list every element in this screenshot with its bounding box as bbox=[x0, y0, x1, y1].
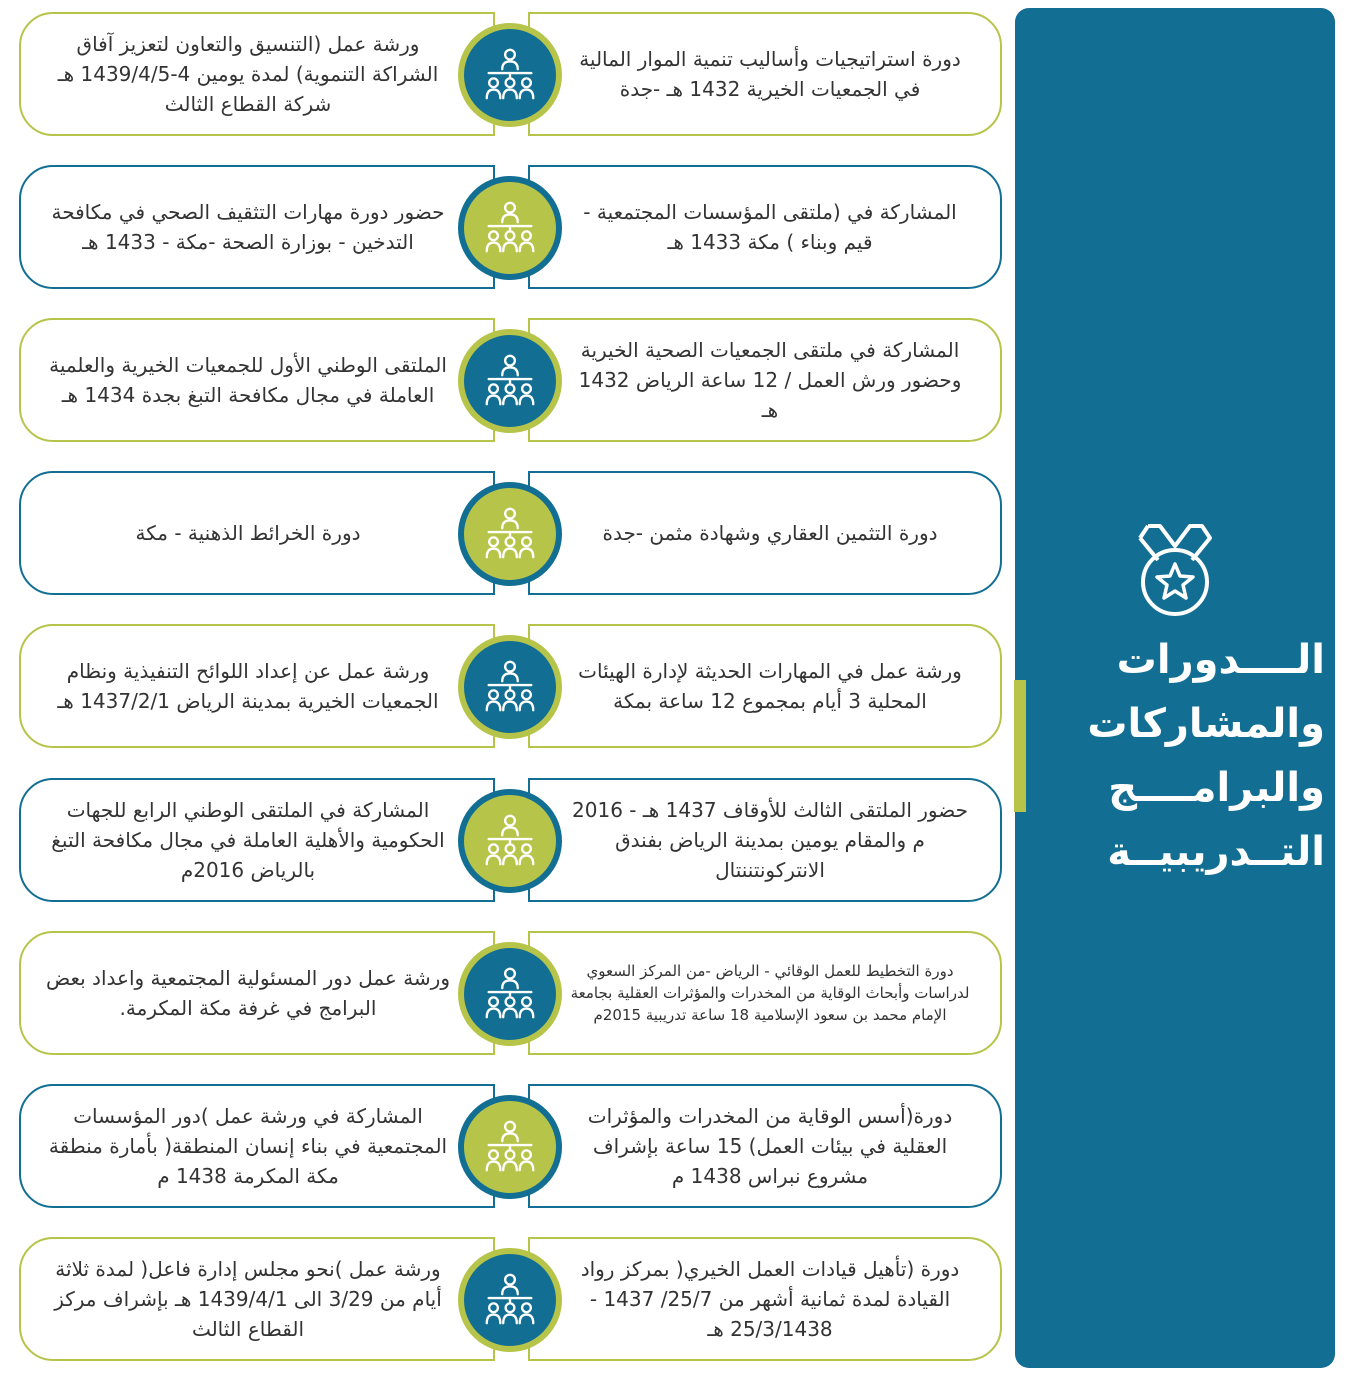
medal-star-icon bbox=[1130, 520, 1220, 620]
people-meeting-icon bbox=[458, 635, 562, 739]
course-item-right: ورشة عمل في المهارات الحديثة لإدارة الهيئات المحلية 3 أيام بمجموع 12 ساعة بمكة bbox=[528, 624, 1002, 748]
course-item-left: المشاركة في الملتقى الوطني الرابع للجهات الحكومية والأهلية العاملة في مجال مكافحة التبغ بالرياض 2016م bbox=[19, 778, 495, 902]
course-row bbox=[0, 1084, 1010, 1212]
people-meeting-icon bbox=[458, 329, 562, 433]
course-row bbox=[0, 931, 1010, 1059]
people-meeting-icon bbox=[458, 1095, 562, 1199]
people-meeting-icon bbox=[458, 482, 562, 586]
course-item-left: ورشة عمل عن إعداد اللوائح التنفيذية ونظام الجمعيات الخيرية بمدينة الرياض 1437/2/1 هـ bbox=[19, 624, 495, 748]
panel-title-line: والمشاركات bbox=[1087, 701, 1325, 747]
panel-title bbox=[1030, 628, 1325, 884]
people-meeting-icon bbox=[458, 176, 562, 280]
people-meeting-icon bbox=[458, 789, 562, 893]
course-row bbox=[0, 165, 1010, 293]
course-row bbox=[0, 12, 1010, 140]
course-item-right: دورة استراتيجيات وأساليب تنمية الموار المالية في الجمعيات الخيرية 1432 هـ -جدة bbox=[528, 12, 1002, 136]
people-meeting-icon bbox=[458, 23, 562, 127]
course-item-left: ورشة عمل )نحو مجلس إدارة فاعل( لمدة ثلاثة أيام من 3/29 الى 1439/4/1 هـ بإشراف مركز القطاع الثالث bbox=[19, 1237, 495, 1361]
course-item-right: حضور الملتقى الثالث للأوقاف 1437 هـ - 2016 م والمقام يومين بمدينة الرياض بفندق الانتركونتننتال bbox=[528, 778, 1002, 902]
course-item-left: ورشة عمل (التنسيق والتعاون لتعزيز آفاق الشراكة التنموية) لمدة يومين 4-1439/4/5 هـ شركة القطاع الثالث bbox=[19, 12, 495, 136]
people-meeting-icon bbox=[458, 1248, 562, 1352]
course-item-right: المشاركة في (ملتقى المؤسسات المجتمعية - قيم وبناء ) مكة 1433 هـ bbox=[528, 165, 1002, 289]
course-item-left: حضور دورة مهارات التثقيف الصحي في مكافحة التدخين - بوزارة الصحة -مكة - 1433 هـ bbox=[19, 165, 495, 289]
course-row bbox=[0, 471, 1010, 599]
course-item-left: المشاركة في ورشة عمل )دور المؤسسات المجتمعية في بناء إنسان المنطقة( بأمارة منطقة مكة المكرمة 1438 م bbox=[19, 1084, 495, 1208]
course-row bbox=[0, 1237, 1010, 1365]
course-item-right: دورة التثمين العقاري وشهادة مثمن -جدة bbox=[528, 471, 1002, 595]
panel-title-line: الــــدورات bbox=[1116, 637, 1325, 683]
course-item-right: دورة(أسس الوقاية من المخدرات والمؤثرات العقلية في بيئات العمل) 15 ساعة بإشراف مشروع نبراس 1438 م bbox=[528, 1084, 1002, 1208]
course-item-left: ورشة عمل دور المسئولية المجتمعية واعداد بعض البرامج في غرفة مكة المكرمة. bbox=[19, 931, 495, 1055]
course-item-left: دورة الخرائط الذهنية - مكة bbox=[19, 471, 495, 595]
course-row bbox=[0, 778, 1010, 906]
course-item-right: المشاركة في ملتقى الجمعيات الصحية الخيرية وحضور ورش العمل / 12 ساعة الرياض 1432 هـ bbox=[528, 318, 1002, 442]
course-item-right: دورة التخطيط للعمل الوقائي - الرياض -من المركز السعوي لدراسات وأبحاث الوقاية من المخدرات والمؤثرات العقلية بجامعة الإمام محمد بن سعود الإسلامية 18 ساعة تدريبية 2015م bbox=[528, 931, 1002, 1055]
accent-bar bbox=[1014, 680, 1026, 812]
course-row bbox=[0, 318, 1010, 446]
panel-title-line: التــدريبيــة bbox=[1107, 829, 1325, 875]
course-item-left: الملتقى الوطني الأول للجمعيات الخيرية والعلمية العاملة في مجال مكافحة التبغ بجدة 1434 هـ bbox=[19, 318, 495, 442]
course-item-right: دورة (تأهيل قيادات العمل الخيري( بمركز رواد القيادة لمدة ثمانية أشهر من 25/7/ 1437 - 25/3/1438 هـ bbox=[528, 1237, 1002, 1361]
panel-title-line: والبرامــــج bbox=[1108, 765, 1325, 811]
people-meeting-icon bbox=[458, 942, 562, 1046]
course-row bbox=[0, 624, 1010, 752]
